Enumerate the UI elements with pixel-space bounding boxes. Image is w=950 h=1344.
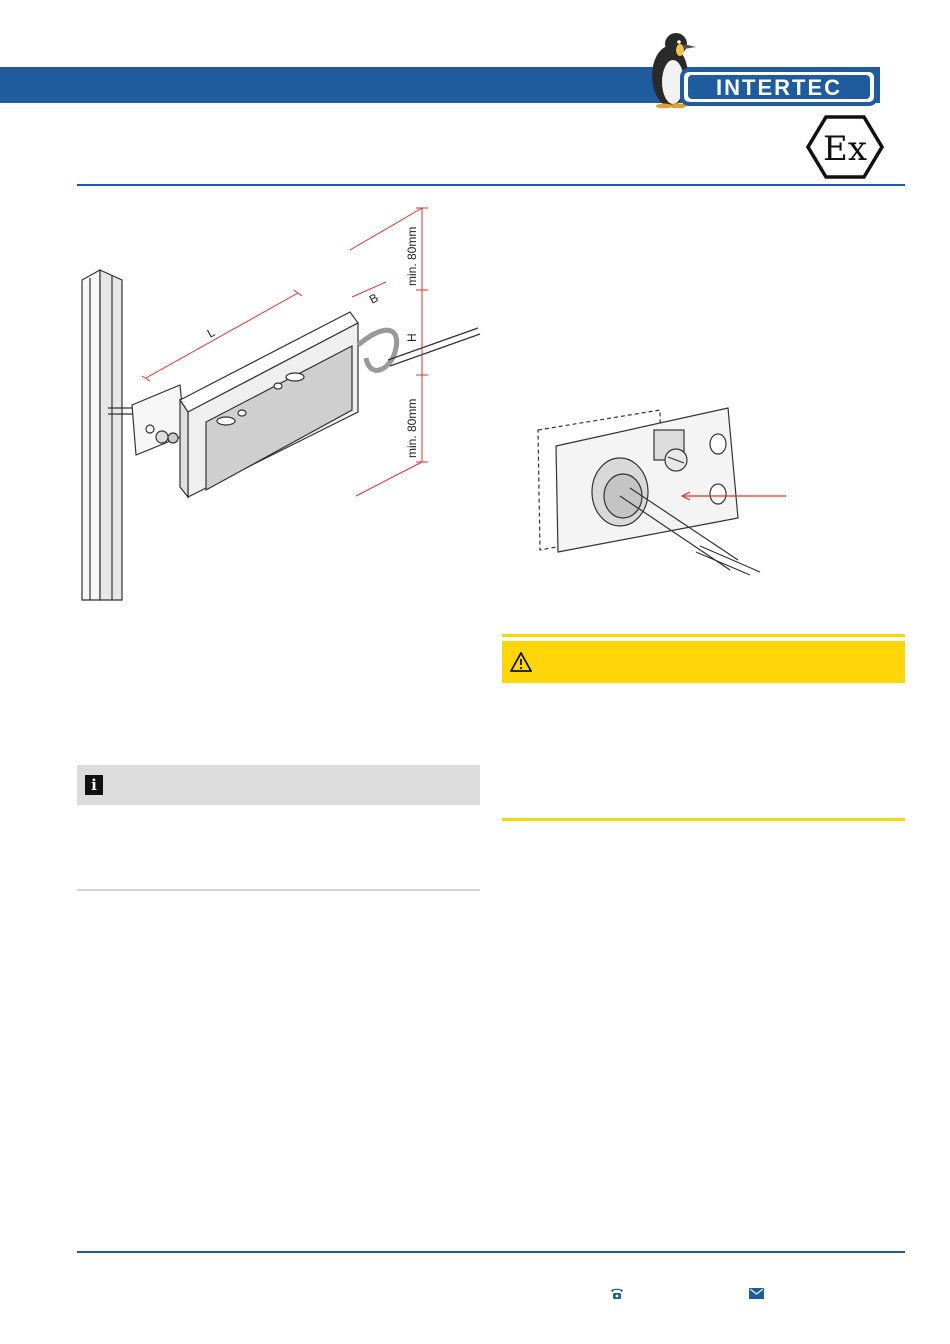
mounting-diagram xyxy=(60,200,490,610)
dimension-height-label: H xyxy=(405,333,419,342)
dimension-width-label: B xyxy=(366,290,381,307)
info-bottom-rule xyxy=(77,889,480,891)
info-banner xyxy=(77,765,480,805)
clearance-bottom-label: min. 80mm xyxy=(405,398,419,458)
warning-triangle-icon xyxy=(510,652,532,672)
info-icon: i xyxy=(85,775,103,795)
warning-bottom-rule xyxy=(502,818,905,821)
atex-ex-mark xyxy=(806,114,884,180)
footer-divider xyxy=(77,1251,905,1253)
header-divider xyxy=(77,184,905,186)
ex-mark-text: Ex xyxy=(823,129,867,169)
cable-gland-diagram xyxy=(520,400,800,585)
intertec-logo xyxy=(632,30,880,108)
mail-icon xyxy=(749,1288,764,1299)
dimension-length-label: L xyxy=(204,325,218,341)
phone-icon xyxy=(610,1286,624,1300)
warning-top-rule xyxy=(502,634,905,637)
logo-text: INTERTEC xyxy=(716,75,842,100)
clearance-top-label: min. 80mm xyxy=(405,226,419,286)
warning-banner xyxy=(502,641,905,683)
